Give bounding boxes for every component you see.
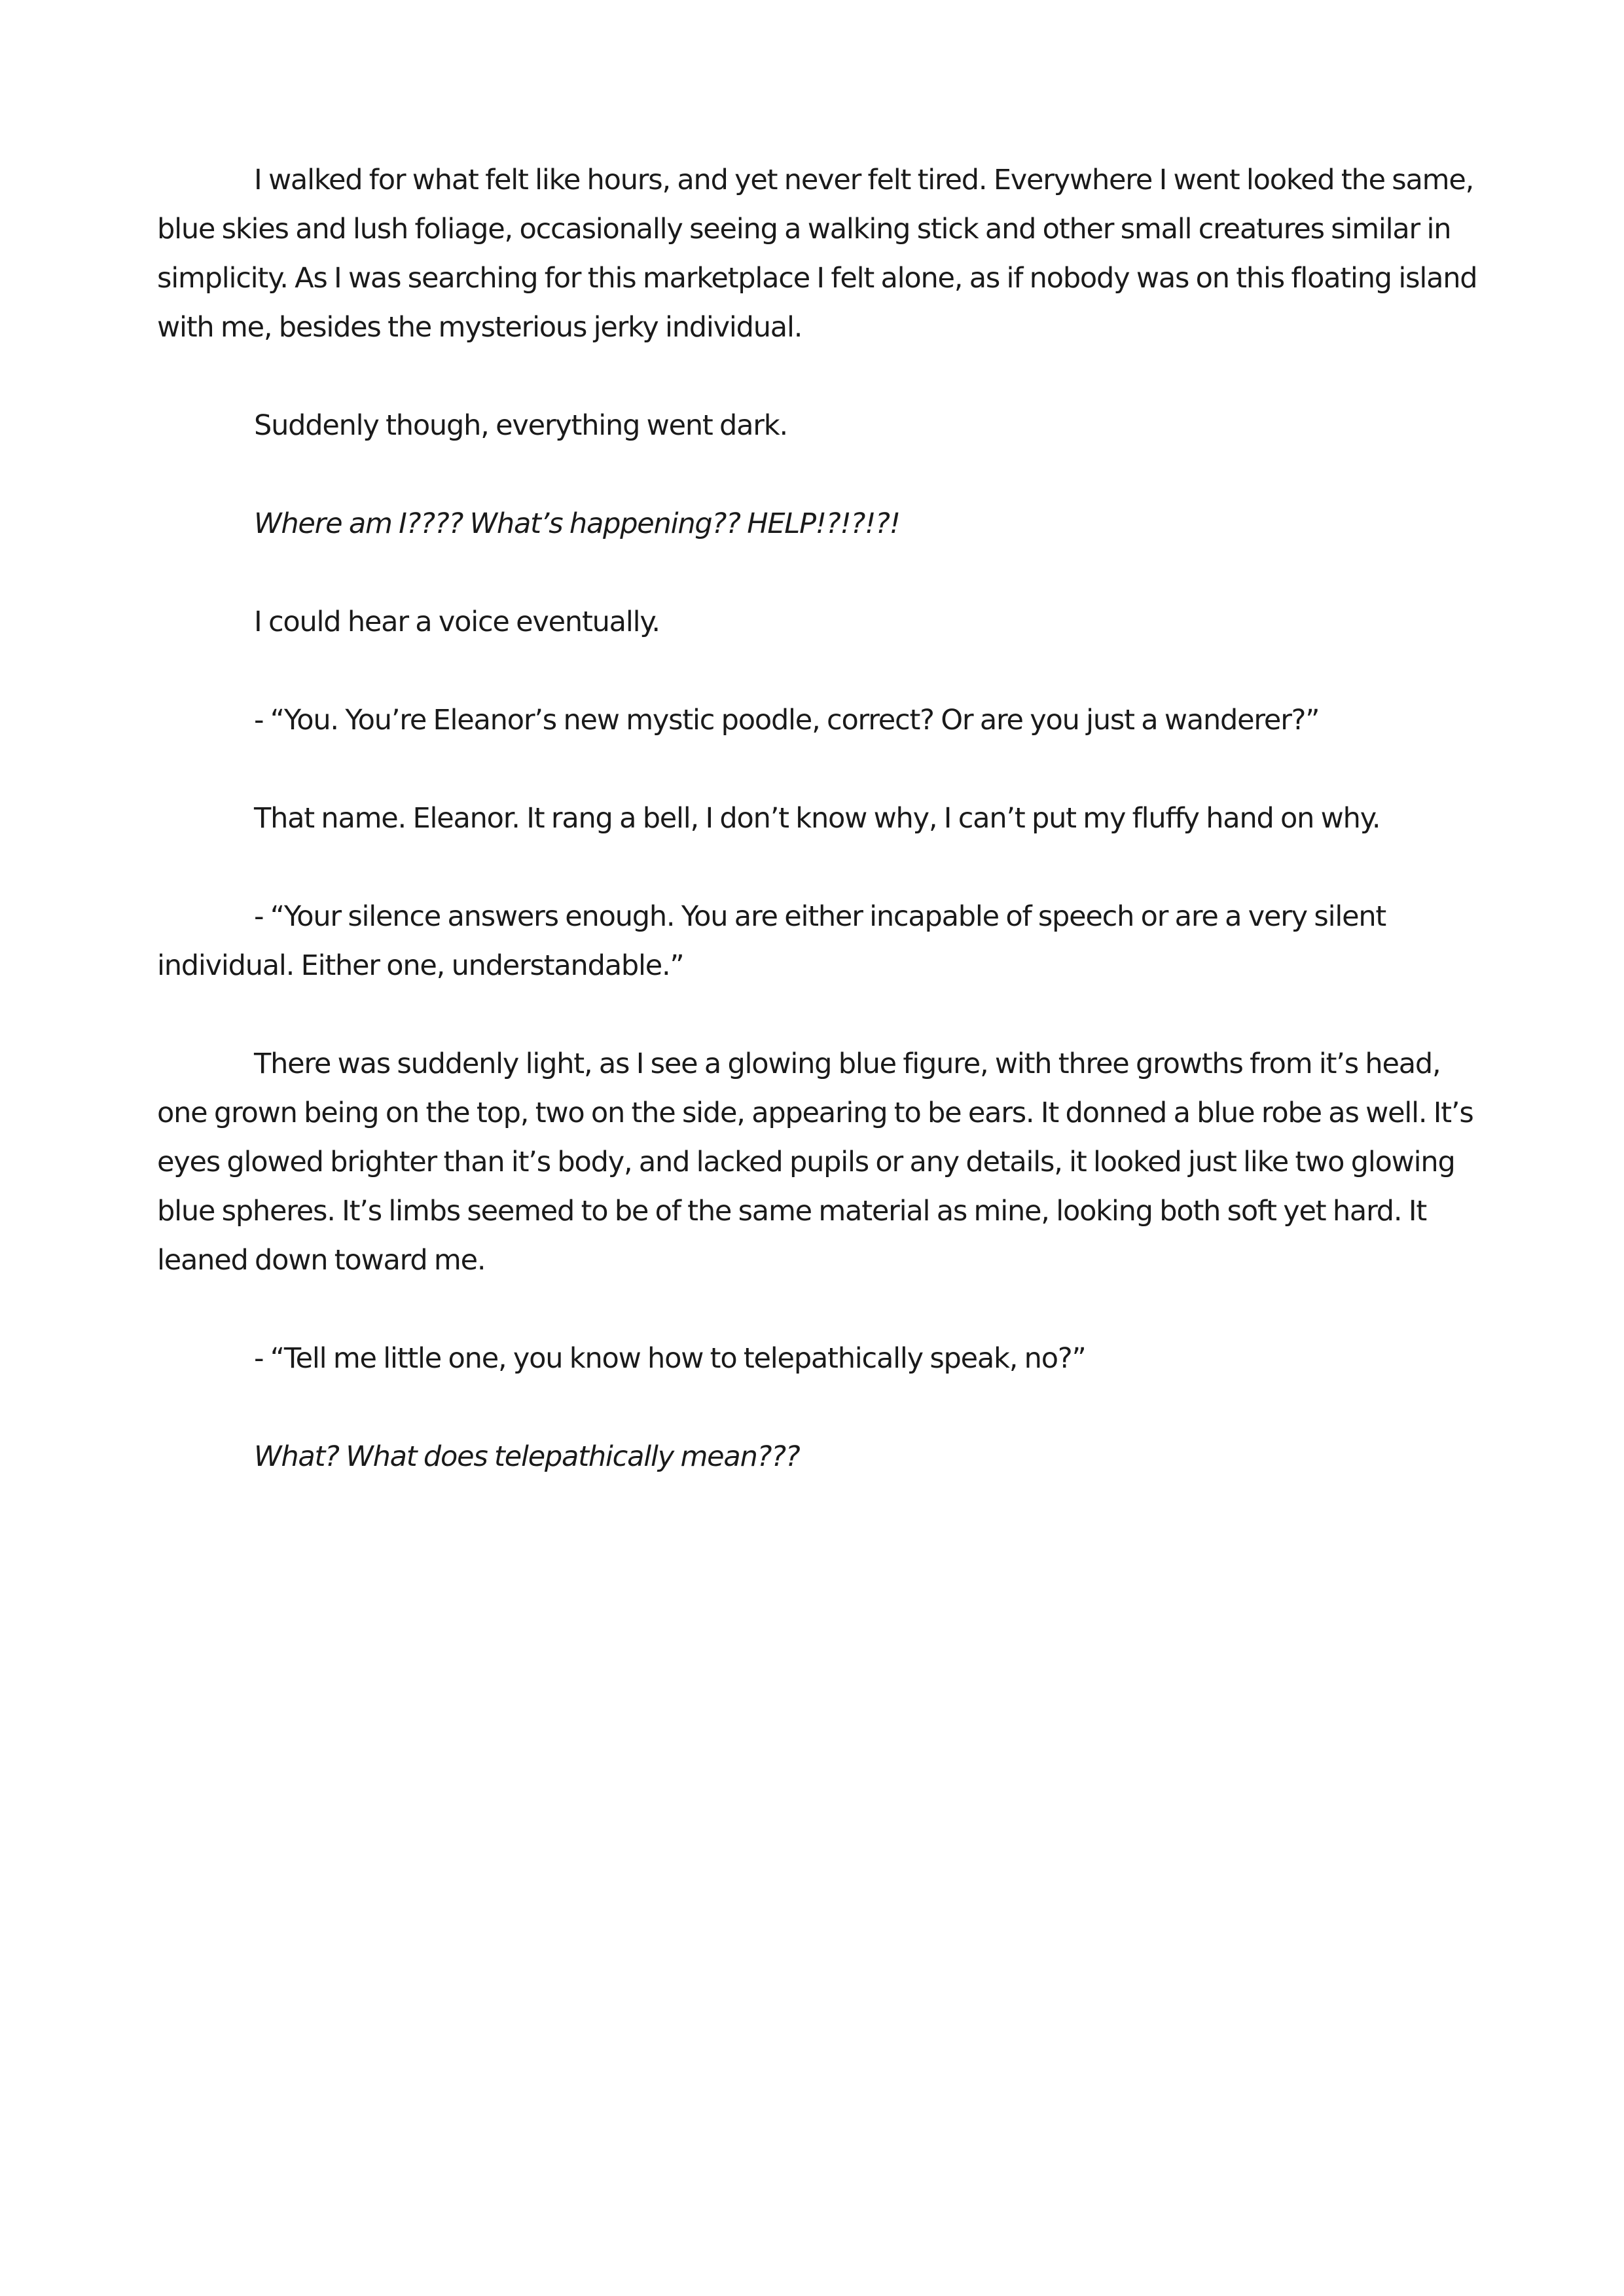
paragraph: That name. Eleanor. It rang a bell, I don’t know why, I can’t put my fluffy hand on why.: [254, 802, 1380, 835]
paragraph-italic-thought: Where am I???? What’s happening?? HELP!?!?!?!: [254, 507, 900, 540]
paragraph-dialogue: - “You. You’re Eleanor’s new mystic poodle, correct? Or are you just a wanderer?”: [254, 704, 1320, 737]
document-body: [157, 156, 1479, 1531]
paragraph-dialogue: - “Your silence answers enough. You are either incapable of speech or are a very silent individual. Either one, understandable.”: [157, 900, 1386, 982]
paragraph: I walked for what felt like hours, and yet never felt tired. Everywhere I went looked the same, blue skies and lush foliage, occasionally seeing a walking stick and other small creatures similar in simplicity. As I was searching for this marketplace I felt alone, as if nobody was on this floating island with me, besides the mysterious jerky individual.: [157, 164, 1477, 344]
paragraph: I could hear a voice eventually.: [254, 606, 660, 638]
paragraph: Suddenly though, everything went dark.: [254, 409, 787, 442]
paragraph-dialogue: - “Tell me little one, you know how to telepathically speak, no?”: [254, 1342, 1086, 1375]
paragraph: There was suddenly light, as I see a glowing blue figure, with three growths from it’s head, one grown being on the top, two on the side, appearing to be ears. It donned a blue robe as well. It’s eyes glowed brighter than it’s body, and lacked pupils or any details, it looked just like two glowing blue spheres. It’s limbs seemed to be of the same material as mine, looking both soft yet hard. It leaned down toward me.: [157, 1048, 1473, 1277]
paragraph-italic-thought: What? What does telepathically mean???: [254, 1440, 800, 1473]
